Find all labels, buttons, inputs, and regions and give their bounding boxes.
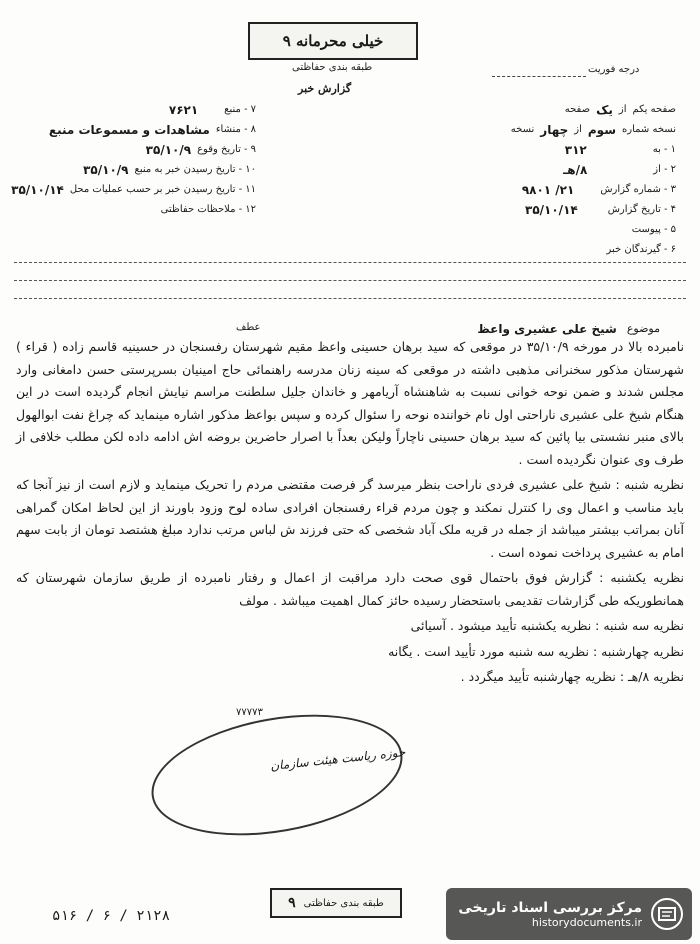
watermark-title: مرکز بررسی اسناد تاریخی: [458, 899, 642, 916]
document-number: ۵۱۶ / ۶ / ۲۱۲۸: [52, 908, 171, 924]
notes-row: ۱۲ - ملاحظات حفاظتی: [160, 204, 256, 215]
dashed-divider: [14, 262, 686, 263]
meta-left: [6, 100, 256, 220]
dashed-divider: [14, 280, 686, 281]
received-date-row: ۱۰ - تاریخ رسیدن خبر به منبع ۳۵/۱۰/۹: [83, 163, 256, 177]
attachment-row: ۵ - پیوست: [631, 224, 676, 235]
signature-oval: [142, 697, 412, 853]
subject-row: [477, 322, 660, 336]
copy-number-row: نسخه شماره سوم از چهار نسخه: [510, 123, 676, 137]
body-paragraph: نظریه چهارشنبه : نظریه سه شنبه مورد تأیید است . یگانه: [388, 643, 684, 659]
report-number-row: ۳ - شماره گزارش ۲۱/ ۹۸۰۱: [521, 183, 676, 197]
stamp-bottom-value: ۹: [288, 895, 296, 911]
body-paragraph: نظریه ۸/هـ : نظریه چهارشنبه تأیید میگردد .: [460, 669, 684, 684]
dashed-divider: [14, 298, 686, 299]
source-row: ۷ - منبع ۷۶۲۱: [168, 103, 256, 117]
occurrence-date-row: ۹ - تاریخ وقوع ۳۵/۱۰/۹: [145, 143, 256, 157]
report-body: [16, 336, 684, 692]
report-title: گزارش خبر: [298, 82, 352, 95]
priority-line: [492, 76, 586, 77]
watermark-site: historydocuments.ir: [531, 915, 642, 929]
body-paragraph: نظریه شنبه : شیخ علی عشیری فردی ناراحت بنظر میرسد گر فرصت مقتضی مردم را تحریک مینماید و لازم است از نیز آنجا که باید مناسب و اعمال وی را کنترل نمکند و چون مردم قراء رفسنجان افرادی ساده لوح وزود باورند از این لحاظ امکان گمراهی آنان بمراتب بیشتر میباشد از جمله در قریه ملک آباد شخصی که حتی فرزند ش لباس مرتب ندارد مبلغ هشتصد تومان از بابت سهم امام به عشیری پرداخت نموده است .: [16, 477, 684, 560]
classification-label: طبقه بندی حفاظتی: [292, 62, 373, 73]
page-count-row: صفحه یکم از یک صفحه: [564, 103, 676, 117]
subject-label: موضوع: [626, 322, 660, 335]
reference-label: عطف: [236, 322, 261, 333]
body-paragraph: نظریه سه شنبه : نظریه یکشنبه تأیید میشود . آسیائی: [410, 618, 684, 633]
stamp-top-text: خیلی محرمانه ۹: [282, 32, 384, 50]
body-paragraph: نامبرده بالا در مورخه ۳۵/۱۰/۹ در موقعی که سید برهان حسینی واعظ مقیم شهرستان رفسنجان در حسینیه قاسم زاده ( قراء ) شهرستان مذکور سخنرانی مذهبی داشته در موقعی که سینه زنان مدرسه راهنمائی حاج امینیان بسرپرستی حسن دامغانی وارد مجلس شدند و ضمن نوحه خوانی نسبت به شاهنشاه آریامهر و خاندان جلیل سلطنت مراسم نیایش انجام گردیده است در این هنگام شیخ علی عشیری ناراحتی اول نام خواننده نوحه را سئوال کرده و سپس بواعظ مذکور اشاره مینماید که چراغ نفت ابوالهول بالای منبر نشستی بیا پائین که سید برهان حسینی ناچاراً ولیکن بعداً با اصرار حاضرین بروضه اش ادامه داده لکن مطلب خلافی از طرف وی عنوان نگردیده است .: [16, 339, 684, 467]
stamp-bottom-label: طبقه بندی حفاظتی: [303, 897, 384, 909]
signature-number: ۷۷۷۷۳: [236, 707, 263, 718]
archive-logo-icon: [650, 897, 684, 931]
classification-stamp-top: [248, 22, 418, 60]
meta-right: [396, 100, 676, 260]
body-paragraph: نظریه یکشنبه : گزارش فوق باحتمال قوی صحت دارد مراقبت از اعمال و رفتار نامبرده از طریق سازمان شهرستان که همانطوریکه طی گزارشات تقدیمی باستحضار رسیده حائز کمال اهمیت میباشد . مولف: [16, 570, 684, 608]
subject-value: شیخ علی عشیری واعظ: [477, 322, 617, 336]
recipients-row: ۶ - گیرندگان خبر: [606, 244, 676, 255]
to-row: ۱ - به ۳۱۲: [564, 143, 676, 157]
priority-label: درجه فوریت: [588, 64, 640, 75]
archive-watermark: [446, 888, 692, 940]
from-row: ۲ - از ۸/هـ: [563, 163, 676, 177]
handwritten-signature: حوزه ریاست هیئت سازمان: [269, 744, 406, 774]
arrival-date-row: ۱۱ - تاریخ رسیدن خبر بر حسب عملیات محل ۳۵/۱۰/۱۴: [11, 183, 256, 197]
origin-row: ۸ - منشاء مشاهدات و مسموعات منبع: [48, 123, 256, 137]
classification-stamp-bottom: [270, 888, 402, 918]
report-date-row: ۴ - تاریخ گزارش ۳۵/۱۰/۱۴: [525, 203, 676, 217]
